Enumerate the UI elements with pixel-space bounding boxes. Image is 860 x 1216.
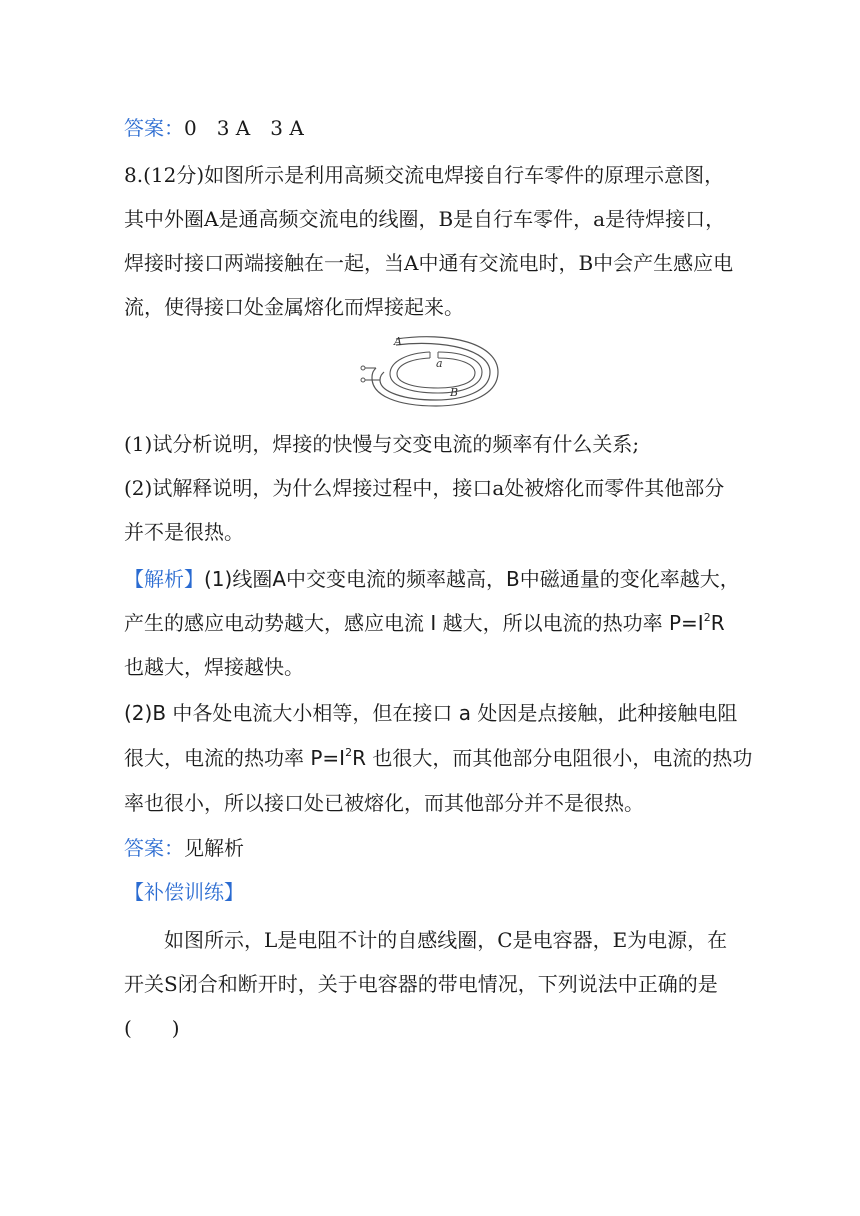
sub-question-2-line-1: (2)试解释说明，为什么焊接过程中，接口a处被熔化而零件其他部分: [124, 476, 725, 500]
answer-label: 答案：: [124, 836, 184, 860]
answer-label: 答案：: [124, 116, 184, 140]
terminal-top: [361, 366, 365, 370]
answer-value: 0 3 A 3 A: [184, 116, 304, 140]
solution-p2-line-2: 很大，电流的热功率 $P=I^2R$ 也很大，而其他部分电阻很小，电流的热功: [124, 746, 753, 770]
solution-tag: 【解析】: [124, 567, 204, 591]
solution-p1-line-2: 产生的感应电动势越大，感应电流 I 越大，所以电流的热功率 $P=I^2R$: [124, 611, 725, 635]
question-8-line-3: 焊接时接口两端接触在一起，当A中通有交流电时，B中会产生感应电: [124, 251, 734, 275]
sub-question-1: (1)试分析说明，焊接的快慢与交变电流的频率有什么关系;: [124, 432, 640, 456]
label-a-coil: A: [394, 335, 402, 348]
solution-p1-line-3: 也越大，焊接越快。: [124, 655, 304, 679]
welding-coil-figure: [358, 334, 518, 410]
answer-value: 见解析: [184, 836, 244, 860]
solution-p2-line-3: 率也很小，所以接口处已被熔化，而其他部分并不是很热。: [124, 791, 644, 815]
supplement-line-2: 开关S闭合和断开时，关于电容器的带电情况，下列说法中正确的是: [124, 972, 718, 996]
solution-p2-line-1: (2)B 中各处电流大小相等，但在接口 a 处因是点接触，此种接触电阻: [124, 701, 738, 725]
label-b: B: [450, 386, 459, 399]
supplement-heading: 【补偿训练】: [124, 880, 244, 904]
coil-a-outer: [372, 337, 498, 406]
solution-p1-line-1: 【解析】(1)线圈A中交变电流的频率越高，B中磁通量的变化率越大，: [124, 567, 740, 591]
coil-a-inner: [380, 343, 490, 400]
terminal-bottom: [361, 378, 365, 382]
sub-question-2-line-2: 并不是很热。: [124, 520, 244, 544]
label-a-gap: a: [436, 357, 443, 370]
answer: [124, 833, 244, 863]
question-8-line-2: 其中外圈A是通高频交流电的线圈，B是自行车零件，a是待焊接口，: [124, 207, 726, 231]
question-8-line-4: 流，使得接口处金属熔化而焊接起来。: [124, 295, 464, 319]
supplement-line-1: 如图所示，L是电阻不计的自感线圈，C是电容器，E为电源，在: [164, 928, 728, 952]
question-8-line-1: 8.(12分)如图所示是利用高频交流电焊接自行车零件的原理示意图，: [124, 163, 725, 187]
previous-answer: [124, 113, 304, 143]
supplement-line-3: ( ): [124, 1016, 180, 1040]
